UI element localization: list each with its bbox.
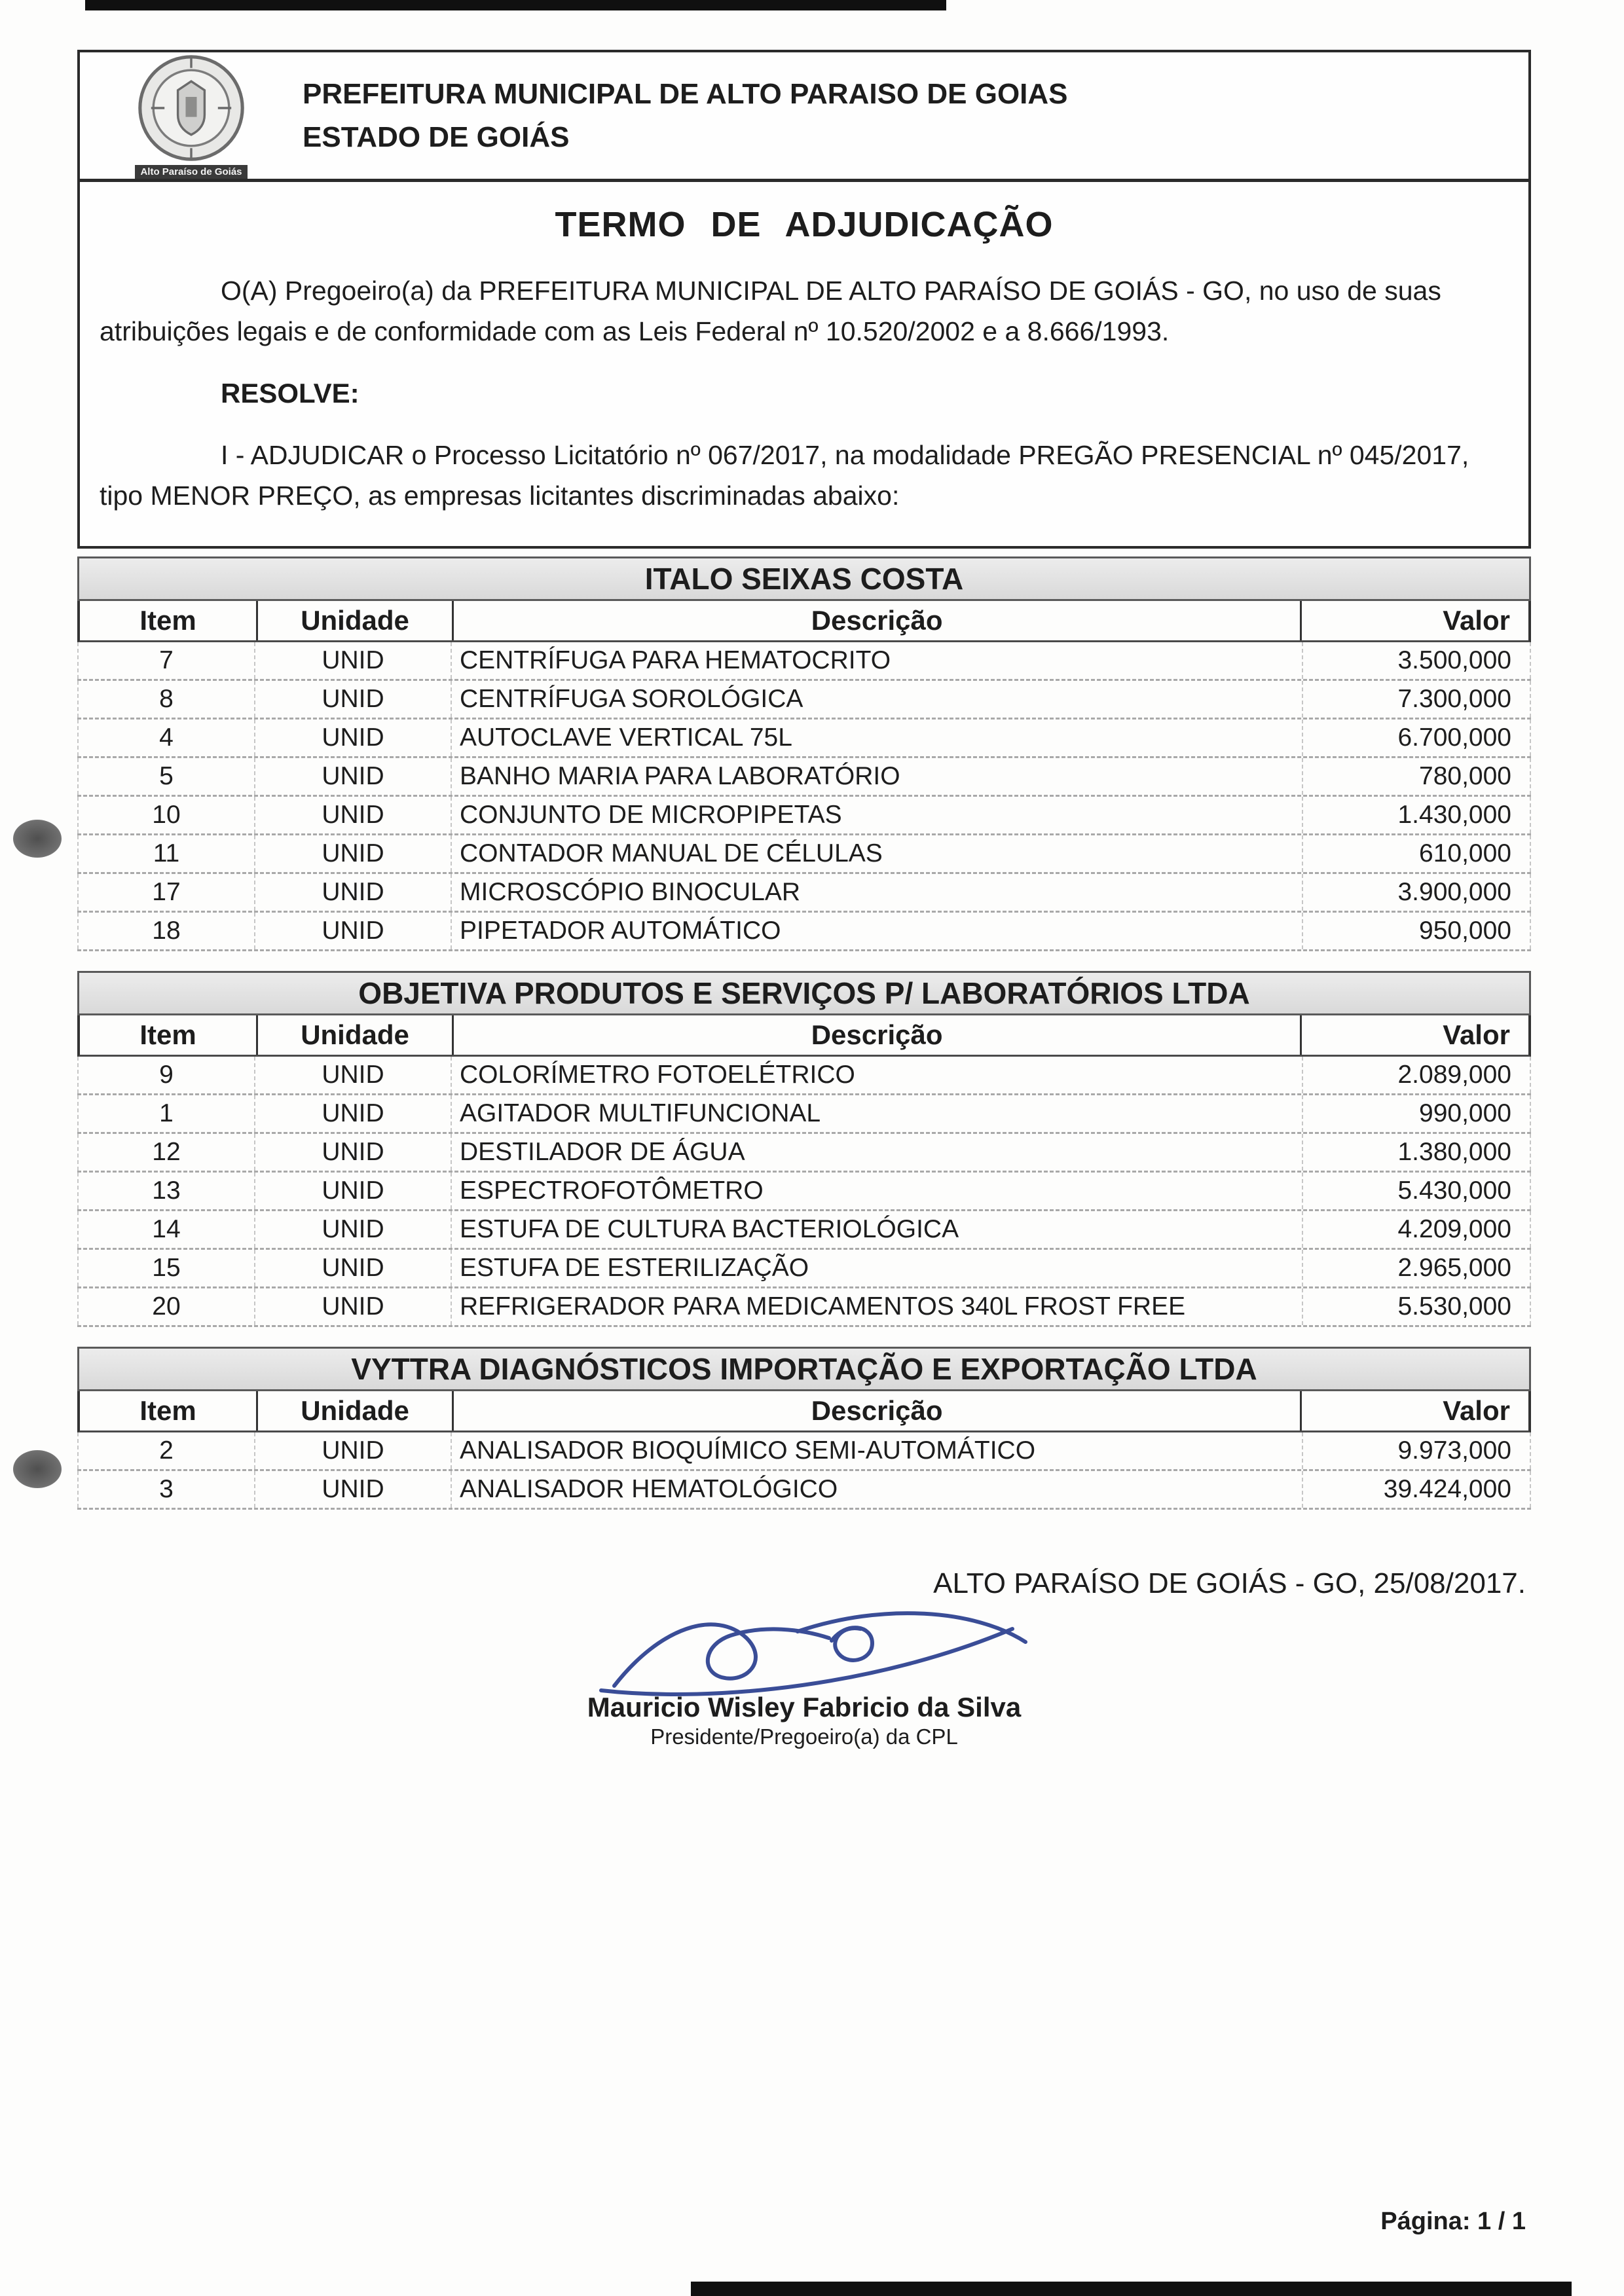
company-name: VYTTRA DIAGNÓSTICOS IMPORTAÇÃO E EXPORTAÇÃO LTDA [77,1347,1531,1391]
column-header-descricao: Descrição [452,1391,1300,1430]
cell-unidade: UNID [254,1134,451,1171]
resolve-label: RESOLVE: [221,378,360,409]
cell-descricao: AGITADOR MULTIFUNCIONAL [451,1095,1302,1132]
intro-paragraph: O(A) Pregoeiro(a) da PREFEITURA MUNICIPAL DE ALTO PARAÍSO DE GOIÁS - GO, no uso de suas atribuições legais e de conformidade com as Leis Federal nº 10.520/2002 e a 8.666/1993. [100,276,1441,346]
column-header-unidade: Unidade [256,601,452,640]
table-row [77,1057,1531,1095]
table-row [77,1250,1531,1288]
table-row [77,1288,1531,1327]
cell-valor: 39.424,000 [1302,1471,1531,1508]
cell-valor: 2.089,000 [1302,1057,1531,1093]
table-row [77,720,1531,758]
cell-item: 8 [77,681,254,718]
cell-descricao: MICROSCÓPIO BINOCULAR [451,874,1302,911]
cell-item: 1 [77,1095,254,1132]
table-row [77,1471,1531,1510]
signature-block [77,1604,1531,1749]
cell-descricao: PIPETADOR AUTOMÁTICO [451,913,1302,949]
company-name: OBJETIVA PRODUTOS E SERVIÇOS P/ LABORATÓRIOS LTDA [77,971,1531,1015]
cell-item: 20 [77,1288,254,1325]
seal-icon [136,52,247,164]
cell-descricao: CONTADOR MANUAL DE CÉLULAS [451,835,1302,872]
cell-unidade: UNID [254,913,451,949]
table-row [77,1211,1531,1250]
column-header-item: Item [139,605,196,636]
cell-valor: 6.700,000 [1302,720,1531,756]
table-row [77,1173,1531,1211]
table-row [77,681,1531,720]
org-name-block [303,73,1068,159]
cell-item: 10 [77,797,254,833]
cell-descricao: CENTRÍFUGA PARA HEMATOCRITO [451,642,1302,679]
cell-valor: 1.430,000 [1302,797,1531,833]
cell-valor: 610,000 [1302,835,1531,872]
seal-caption: Alto Paraíso de Goiás [135,165,247,179]
cell-unidade: UNID [254,758,451,795]
column-header-unidade: Unidade [256,1015,452,1055]
table-row [77,797,1531,835]
cell-valor: 7.300,000 [1302,681,1531,718]
document-header [80,52,1528,182]
cell-valor: 2.965,000 [1302,1250,1531,1286]
table-header-row [77,1391,1531,1432]
company-table [77,1347,1531,1510]
adjudication-tables [77,556,1531,1510]
table-header-row [77,601,1531,642]
column-header-valor: Valor [1300,601,1528,640]
municipal-seal-logo [80,52,303,179]
company-table [77,556,1531,951]
org-line-1: PREFEITURA MUNICIPAL DE ALTO PARAISO DE GOIAS [303,77,1068,110]
column-header-unidade: Unidade [256,1391,452,1430]
cell-unidade: UNID [254,1250,451,1286]
column-header-item: Item [139,1019,196,1050]
table-header-row [77,1015,1531,1057]
cell-descricao: CONJUNTO DE MICROPIPETAS [451,797,1302,833]
signer-role: Presidente/Pregoeiro(a) da CPL [650,1724,958,1749]
document-title: TERMO DE ADJUDICAÇÃO [555,205,1054,244]
cell-valor: 5.430,000 [1302,1173,1531,1209]
table-row [77,1432,1531,1471]
table-row [77,642,1531,681]
cell-valor: 780,000 [1302,758,1531,795]
cell-descricao: ESTUFA DE CULTURA BACTERIOLÓGICA [451,1211,1302,1248]
cell-item: 14 [77,1211,254,1248]
cell-descricao: BANHO MARIA PARA LABORATÓRIO [451,758,1302,795]
cell-item: 18 [77,913,254,949]
cell-valor: 3.900,000 [1302,874,1531,911]
cell-unidade: UNID [254,720,451,756]
cell-item: 5 [77,758,254,795]
column-header-item: Item [139,1395,196,1426]
cell-item: 11 [77,835,254,872]
document-content [77,50,1531,1749]
cell-valor: 4.209,000 [1302,1211,1531,1248]
cell-valor: 1.380,000 [1302,1134,1531,1171]
company-table [77,971,1531,1327]
signer-name: Mauricio Wisley Fabricio da Silva [587,1692,1022,1722]
cell-item: 12 [77,1134,254,1171]
company-name: ITALO SEIXAS COSTA [77,556,1531,601]
table-row [77,758,1531,797]
cell-unidade: UNID [254,681,451,718]
column-header-descricao: Descrição [452,1015,1300,1055]
cell-descricao: CENTRÍFUGA SOROLÓGICA [451,681,1302,718]
cell-unidade: UNID [254,1095,451,1132]
cell-item: 3 [77,1471,254,1508]
cell-item: 15 [77,1250,254,1286]
table-row [77,874,1531,913]
cell-unidade: UNID [254,1173,451,1209]
cell-unidade: UNID [254,1471,451,1508]
document-frame [77,50,1531,549]
cell-descricao: ESPECTROFOTÔMETRO [451,1173,1302,1209]
table-row [77,835,1531,874]
table-row [77,1095,1531,1134]
cell-valor: 950,000 [1302,913,1531,949]
cell-item: 7 [77,642,254,679]
resolve-paragraph: I - ADJUDICAR o Processo Licitatório nº 067/2017, na modalidade PREGÃO PRESENCIAL nº 045/2017, tipo MENOR PREÇO, as empresas licitantes discriminadas abaixo: [100,440,1469,511]
cell-item: 13 [77,1173,254,1209]
cell-unidade: UNID [254,642,451,679]
cell-valor: 5.530,000 [1302,1288,1531,1325]
cell-unidade: UNID [254,1211,451,1248]
cell-item: 4 [77,720,254,756]
cell-descricao: COLORÍMETRO FOTOELÉTRICO [451,1057,1302,1093]
cell-valor: 990,000 [1302,1095,1531,1132]
hole-punch [13,820,62,858]
hole-punch [13,1450,62,1488]
cell-descricao: ANALISADOR BIOQUÍMICO SEMI-AUTOMÁTICO [451,1432,1302,1469]
cell-descricao: ESTUFA DE ESTERILIZAÇÃO [451,1250,1302,1286]
scan-artifact-top [85,0,946,10]
date-line: ALTO PARAÍSO DE GOIÁS - GO, 25/08/2017. [933,1567,1526,1599]
cell-unidade: UNID [254,1432,451,1469]
table-row [77,1134,1531,1173]
cell-descricao: DESTILADOR DE ÁGUA [451,1134,1302,1171]
scan-artifact-bottom [691,2282,1572,2296]
cell-valor: 3.500,000 [1302,642,1531,679]
cell-unidade: UNID [254,797,451,833]
cell-item: 2 [77,1432,254,1469]
cell-descricao: ANALISADOR HEMATOLÓGICO [451,1471,1302,1508]
cell-descricao: AUTOCLAVE VERTICAL 75L [451,720,1302,756]
column-header-descricao: Descrição [452,601,1300,640]
cell-unidade: UNID [254,835,451,872]
cell-unidade: UNID [254,874,451,911]
document-intro [80,182,1528,546]
column-header-valor: Valor [1300,1015,1528,1055]
cell-valor: 9.973,000 [1302,1432,1531,1469]
column-header-valor: Valor [1300,1391,1528,1430]
cell-unidade: UNID [254,1057,451,1093]
cell-item: 9 [77,1057,254,1093]
page-number-label: Página: 1 / 1 [1380,2208,1526,2235]
org-line-2: ESTADO DE GOIÁS [303,120,570,153]
cell-unidade: UNID [254,1288,451,1325]
table-row [77,913,1531,951]
cell-descricao: REFRIGERADOR PARA MEDICAMENTOS 340L FROST FREE [451,1288,1302,1325]
cell-item: 17 [77,874,254,911]
